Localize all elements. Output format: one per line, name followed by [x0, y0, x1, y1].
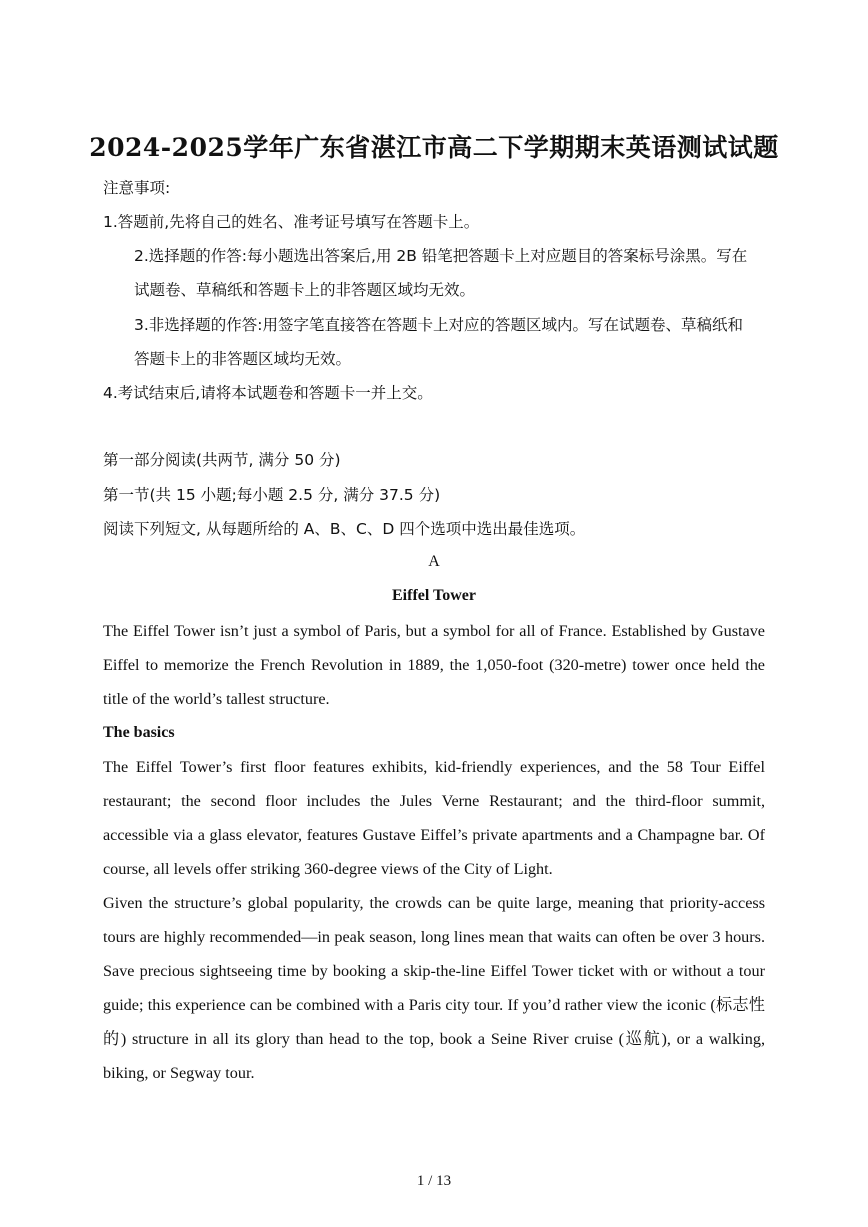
- notice-item-4: 4.考试结束后,请将本试题卷和答题卡一并上交。: [103, 384, 433, 402]
- passage-intro: The Eiffel Tower isn’t just a symbol of Paris, but a symbol for all of France. Established by Gustave Eiffel to memorize the French Revolution in 1889, the 1,050-foot (320-metre) tower once held the title of the world’s tallest structure.: [103, 622, 765, 708]
- exam-title: 2024-2025学年广东省湛江市高二下学期期末英语测试试题: [89, 133, 779, 162]
- section-instruction: 阅读下列短文, 从每题所给的 A、B、C、D 四个选项中选出最佳选项。: [103, 520, 586, 538]
- notice-item-2-line-2: 试题卷、草稿纸和答题卡上的非答题区域均无效。: [134, 281, 476, 299]
- notice-item-1: 1.答题前,先将自己的姓名、准考证号填写在答题卡上。: [103, 213, 480, 231]
- passage-title: Eiffel Tower: [392, 587, 476, 604]
- passage-paragraph-1: The Eiffel Tower’s first floor features exhibits, kid-friendly experiences, and the 58 Tour Eiffel restaurant; the second floor includes the Jules Verne Restaurant; and the third-floor summit, accessible via a glass elevator, features Gustave Eiffel’s private apartments and a Champagne bar. Of course, all levels offer striking 360-degree views of the City of Light.: [103, 758, 765, 878]
- notice-item-3-line-1: 3.非选择题的作答:用签字笔直接答在答题卡上对应的答题区域内。写在试题卷、草稿纸和: [134, 316, 744, 334]
- section-part-heading: 第一部分阅读(共两节, 满分 50 分): [103, 451, 341, 469]
- page-number: 1 / 13: [416, 1173, 452, 1189]
- passage-paragraph-2: Given the structure’s global popularity, the crowds can be quite large, meaning that priority-access tours are highly recommended—in peak season, long lines mean that waits can often be over 3 hours. Save precious sightseeing time by booking a skip-the-line Eiffel Tower ticket with or without a tour guide; this experience can be combined with a Paris city tour. If you’d rather view the iconic (标志性的) structure in all its glory than head to the top, book a Seine River cruise (巡航), or a walking, biking, or Segway tour.: [103, 894, 765, 1082]
- notice-item-3-line-2: 答题卡上的非答题区域均无效。: [134, 350, 352, 368]
- section-sub-heading: 第一节(共 15 小题;每小题 2.5 分, 满分 37.5 分): [103, 486, 441, 504]
- notice-heading: 注意事项:: [103, 179, 171, 197]
- passage-subheading: The basics: [103, 724, 175, 741]
- passage-label: A: [428, 553, 440, 570]
- notice-item-2-line-1: 2.选择题的作答:每小题选出答案后,用 2B 铅笔把答题卡上对应题目的答案标号涂黑。写在: [134, 247, 748, 265]
